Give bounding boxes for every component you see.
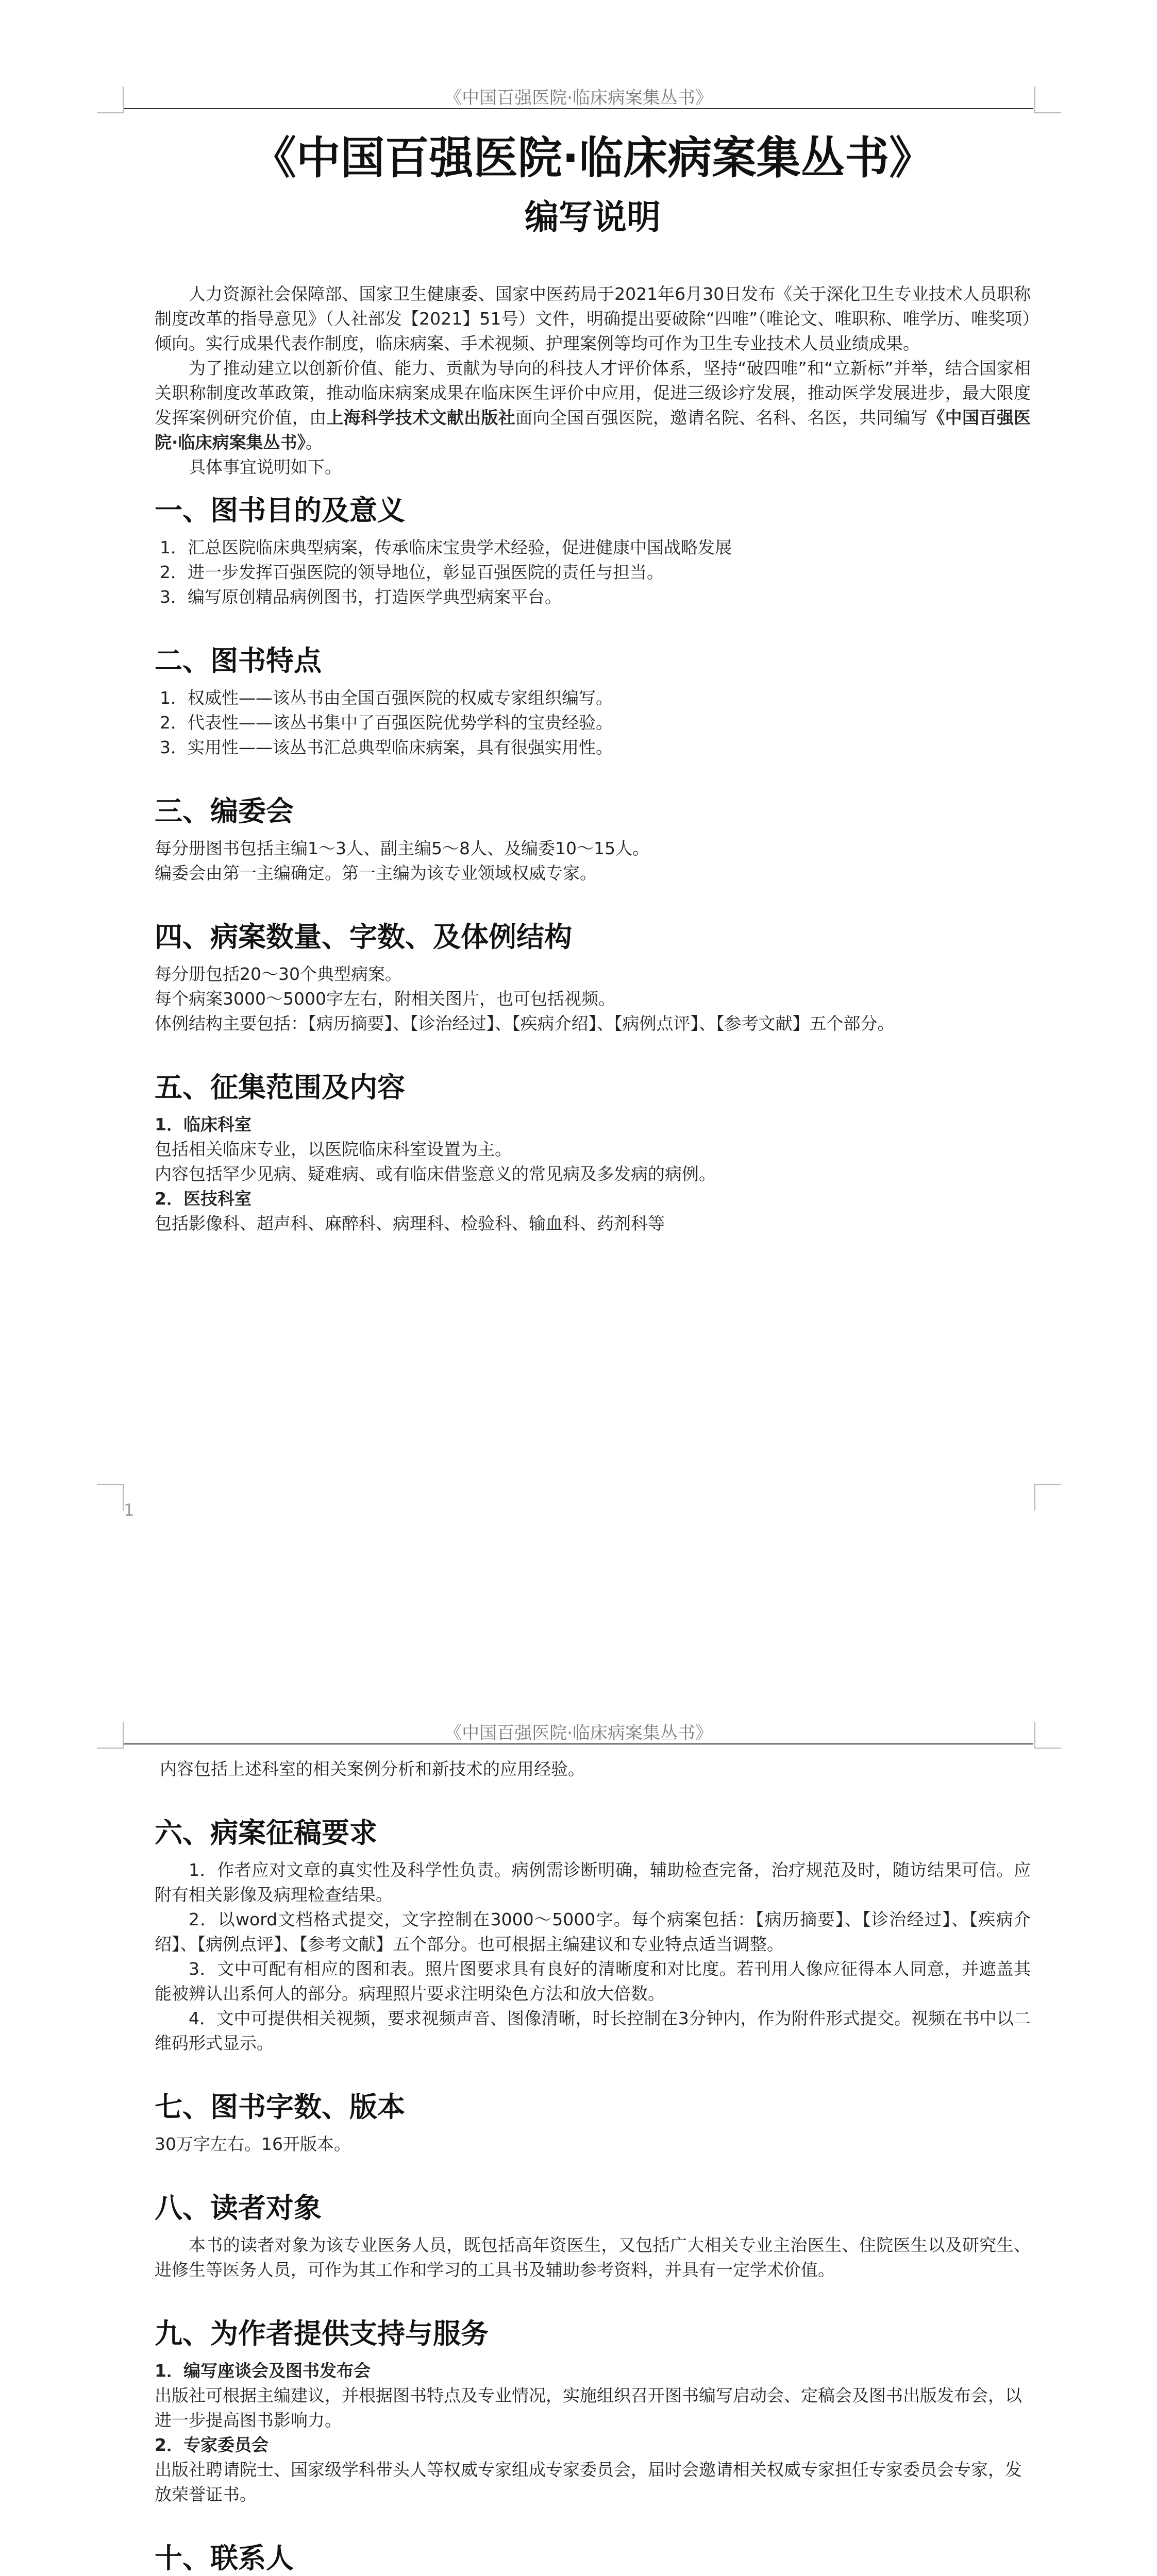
page-1-content xyxy=(155,130,1031,1236)
running-header: 《中国百强医院·临床病案集丛书》 xyxy=(444,88,713,108)
page-number: 1 xyxy=(124,1500,135,1520)
list-item: 2．代表性——该丛书集中了百强医院优势学科的宝贵经验。 xyxy=(160,713,613,733)
section-6-heading: 六、病案征稿要求 xyxy=(155,1817,377,1849)
subheading-writing-meetings: 1．编写座谈会及图书发布会 xyxy=(155,2361,371,2381)
crop-mark-top-right xyxy=(1034,1722,1061,1749)
list-item: 3．文中可配有相应的图和表。照片图要求具有良好的清晰度和对比度。若刊用人像应征得本人同意，并遮盖其能被辨认出系何人的部分。病理照片要求注明染色方法和放大倍数。 xyxy=(155,1959,1031,2004)
book-title: 《中国百强医院·临床病案集丛书》 xyxy=(251,132,934,184)
list-item: 1．作者应对文章的真实性及科学性负责。病例需诊断明确，辅助检查完备，治疗规范及时，随访结果可信。应附有相关影像及病理检查结果。 xyxy=(155,1860,1031,1905)
section-10-heading: 十、联系人 xyxy=(155,2542,294,2574)
list-item: 出版社聘请院士、国家级学科带头人等权威专家组成专家委员会，届时会邀请相关权威专家担任专家委员会专家，发放荣誉证书。 xyxy=(155,2460,1022,2504)
list-item: 4．文中可提供相关视频，要求视频声音、图像清晰，时长控制在3分钟内，作为附件形式提交。视频在书中以二维码形式显示。 xyxy=(155,2008,1031,2053)
list-item: 编委会由第一主编确定。第一主编为该专业领域权威专家。 xyxy=(155,863,597,883)
header-rule xyxy=(124,108,1033,109)
publisher-name: 上海科学技术文献出版社 xyxy=(326,408,516,428)
header-rule xyxy=(124,1743,1033,1744)
page-2 xyxy=(0,1635,1157,2576)
list-item: 包括相关临床专业，以医院临床科室设置为主。 xyxy=(155,1139,512,1159)
intro-paragraph-1: 人力资源社会保障部、国家卫生健康委、国家中医药局于2021年6月30日发布《关于深化卫生专业技术人员职称制度改革的指导意见》（人社部发【2021】51号）文件，明确提出要破除“四唯”（唯论文、唯职称、唯学历、唯奖项）倾向。实行成果代表作制度，临床病案、手术视频、护理案例等均可作为卫生专业技术人员业绩成果。 xyxy=(155,284,1031,353)
crop-mark-bottom-right xyxy=(1034,1484,1061,1511)
list-item: 30万字左右。16开版本。 xyxy=(155,2134,351,2154)
intro-text-1: 为了推动建立以创新价值、能力、贡献为导向的科技人才评价体系，坚持“破四唯”和“立新标”并举，结合国家相关职称制度改革政策，推动临床病案成果在临床医生评价中应用，促进三级诊疗发展，推动医学发展进步，最大限度发挥案例研究价值，由 xyxy=(155,358,1031,428)
list-item: 每分册图书包括主编1～3人、副主编5～8人、及编委10～15人。 xyxy=(155,838,649,858)
subheading-clinical-departments: 1．临床科室 xyxy=(155,1114,251,1134)
list-item: 3．编写原创精品病例图书，打造医学典型病案平台。 xyxy=(160,587,562,607)
document-subtitle: 编写说明 xyxy=(525,197,661,237)
subheading-expert-committee: 2．专家委员会 xyxy=(155,2435,269,2455)
section-4-heading: 四、病案数量、字数、及体例结构 xyxy=(155,921,572,953)
crop-mark-top-left xyxy=(97,1722,124,1749)
running-header: 《中国百强医院·临床病案集丛书》 xyxy=(444,1723,713,1743)
section-9-heading: 九、为作者提供支持与服务 xyxy=(155,2317,489,2350)
list-item: 2．以word文档格式提交，文字控制在3000～5000字。每个病案包括：【病历摘要】、【诊治经过】、【疾病介绍】、【病例点评】、【参考文献】五个部分。也可根据主编建议和专业特点适当调整。 xyxy=(155,1909,1031,1954)
page-2-content xyxy=(155,1757,1031,2576)
list-item: 1．权威性——该丛书由全国百强医院的权威专家组织编写。 xyxy=(160,688,613,708)
list-item: 每个病案3000～5000字左右，附相关图片，也可包括视频。 xyxy=(155,989,615,1009)
list-item: 1．汇总医院临床典型病案，传承临床宝贵学术经验，促进健康中国战略发展 xyxy=(160,537,732,557)
section-5-heading: 五、征集范围及内容 xyxy=(155,1071,405,1104)
section-8-heading: 八、读者对象 xyxy=(155,2192,322,2224)
crop-mark-top-right xyxy=(1034,87,1061,113)
list-item: 内容包括罕少见病、疑难病、或有临床借鉴意义的常见病及多发病的病例。 xyxy=(155,1164,716,1184)
section-7-heading: 七、图书字数、版本 xyxy=(155,2091,405,2123)
section-1-heading: 一、图书目的及意义 xyxy=(155,494,405,527)
continued-text: 内容包括上述科室的相关案例分析和新技术的应用经验。 xyxy=(160,1759,585,1779)
list-item: 包括影像科、超声科、麻醉科、病理科、检验科、输血科、药剂科等 xyxy=(155,1213,665,1233)
intro-paragraph-2 xyxy=(155,356,1031,455)
list-item: 体例结构主要包括：【病历摘要】、【诊治经过】、【疾病介绍】、【病例点评】、【参考文献】五个部分。 xyxy=(155,1013,895,1033)
list-item: 2．进一步发挥百强医院的领导地位，彰显百强医院的责任与担当。 xyxy=(160,562,664,582)
list-item: 出版社可根据主编建议，并根据图书特点及专业情况，实施组织召开图书编写启动会、定稿会及图书出版发布会，以进一步提高图书影响力。 xyxy=(155,2385,1022,2430)
section-3-heading: 三、编委会 xyxy=(155,795,294,827)
section-2-heading: 二、图书特点 xyxy=(155,645,322,677)
list-item: 3．实用性——该丛书汇总典型临床病案，具有很强实用性。 xyxy=(160,737,613,757)
crop-mark-bottom-left xyxy=(97,1484,124,1511)
series-name: 《中国百强医院·临床病案集丛书》 xyxy=(155,408,1031,452)
subheading-medical-tech-departments: 2．医技科室 xyxy=(155,1189,251,1209)
list-item: 每分册包括20～30个典型病案。 xyxy=(155,964,402,984)
intro-text-2: 面向全国百强医院，邀请名院、名科、名医，共同编写 xyxy=(515,408,928,428)
intro-text-3: 。 xyxy=(306,432,323,452)
list-item: 本书的读者对象为该专业医务人员，既包括高年资医生，又包括广大相关专业主治医生、住院医生以及研究生、进修生等医务人员，可作为其工作和学习的工具书及辅助参考资料，并具有一定学术价值。 xyxy=(155,2235,1031,2280)
crop-mark-top-left xyxy=(97,87,124,113)
intro-paragraph-3: 具体事宜说明如下。 xyxy=(189,457,342,477)
